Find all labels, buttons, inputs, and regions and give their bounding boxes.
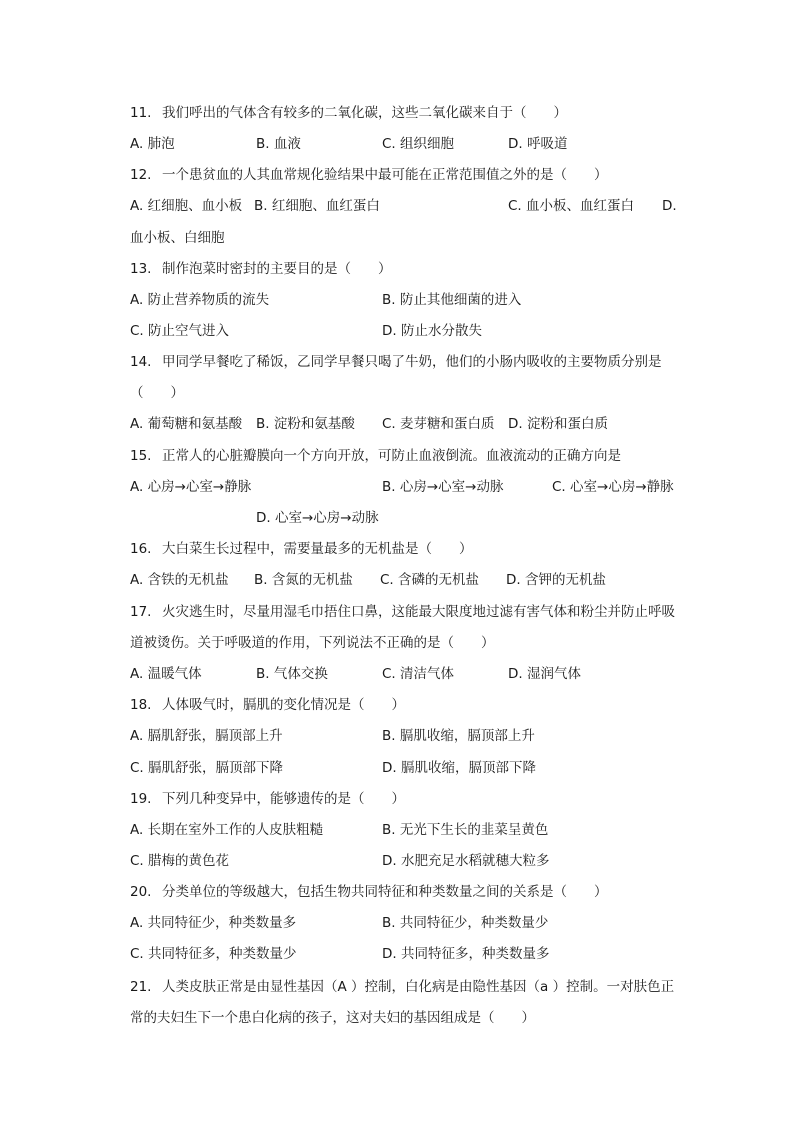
question-number: 21. — [130, 979, 152, 995]
question-18 — [130, 695, 405, 715]
question-number: 12. — [130, 167, 152, 183]
question-text: 甲同学早餐吃了稀饭，乙同学早餐只喝了牛奶，他们的小肠内吸收的主要物质分别是 — [162, 354, 662, 370]
question-19 — [130, 789, 405, 809]
question-number: 16. — [130, 541, 152, 557]
option-a: A. 肺泡 — [130, 136, 175, 152]
option-b: B. 血液 — [256, 136, 301, 152]
option-b: B. 膈肌收缩，膈顶部上升 — [382, 728, 535, 744]
question-text: 下列几种变异中，能够遗传的是（ ） — [162, 791, 405, 807]
question-text: 人体吸气时，膈肌的变化情况是（ ） — [162, 697, 405, 713]
question-text-wrap: 道被烫伤。关于呼吸道的作用，下列说法不正确的是（ ） — [130, 635, 495, 651]
option-d: D. 水肥充足水稻就穗大粒多 — [382, 853, 550, 869]
option-d: D. — [662, 198, 677, 214]
option-c: C. 心室→心房→静脉 — [552, 479, 674, 495]
option-b: B. 气体交换 — [256, 666, 328, 682]
option-a: A. 长期在室外工作的人皮肤粗糙 — [130, 822, 324, 838]
option-b: B. 红细胞、血红蛋白 — [254, 198, 380, 214]
option-d: D. 淀粉和蛋白质 — [508, 416, 608, 432]
question-20 — [130, 882, 608, 902]
option-c: C. 防止空气进入 — [130, 323, 230, 339]
option-c: C. 组织细胞 — [382, 136, 455, 152]
question-text: 人类皮肤正常是由显性基因（A ）控制，白化病是由隐性基因（a ）控制。一对肤色正 — [162, 979, 675, 995]
option-c: C. 麦芽糖和蛋白质 — [382, 416, 495, 432]
question-number: 13. — [130, 261, 152, 277]
option-a: A. 心房→心室→静脉 — [130, 479, 252, 495]
question-number: 20. — [130, 884, 152, 900]
question-text: 制作泡菜时密封的主要目的是（ ） — [162, 261, 392, 277]
question-16 — [130, 539, 473, 559]
question-text: 火灾逃生时，尽量用湿毛巾捂住口鼻，这能最大限度地过滤有害气体和粉尘并防止呼吸 — [162, 604, 675, 620]
question-21 — [130, 977, 674, 997]
option-d: D. 共同特征多，种类数量多 — [382, 946, 550, 962]
question-number: 18. — [130, 697, 152, 713]
option-b: B. 共同特征少，种类数量少 — [382, 915, 549, 931]
question-number: 15. — [130, 448, 152, 464]
option-c: C. 膈肌舒张，膈顶部下降 — [130, 760, 284, 776]
question-number: 14. — [130, 354, 152, 370]
option-a: A. 膈肌舒张，膈顶部上升 — [130, 728, 283, 744]
question-text-wrap: （ ） — [130, 385, 184, 401]
question-text: 一个患贫血的人其血常规化验结果中最可能在正常范围值之外的是（ ） — [162, 167, 608, 183]
question-text-wrap: 常的夫妇生下一个患白化病的孩子，这对夫妇的基因组成是（ ） — [130, 1010, 535, 1026]
question-number: 17. — [130, 604, 152, 620]
question-text: 分类单位的等级越大，包括生物共同特征和种类数量之间的关系是（ ） — [162, 884, 608, 900]
option-a: A. 温暖气体 — [130, 666, 202, 682]
option-a: A. 防止营养物质的流失 — [130, 292, 270, 308]
option-c: C. 血小板、血红蛋白 — [508, 198, 635, 214]
option-a: A. 含铁的无机盐 — [130, 572, 229, 588]
question-11 — [130, 103, 567, 123]
option-c: C. 共同特征多，种类数量少 — [130, 946, 297, 962]
option-a: A. 葡萄糖和氨基酸 — [130, 416, 243, 432]
option-b: B. 淀粉和氨基酸 — [256, 416, 355, 432]
option-b: B. 无光下生长的韭菜呈黄色 — [382, 822, 549, 838]
question-15 — [130, 446, 621, 466]
option-d: D. 膈肌收缩，膈顶部下降 — [382, 760, 536, 776]
option-b: B. 心房→心室→动脉 — [382, 479, 504, 495]
question-17 — [130, 602, 675, 622]
option-d: D. 防止水分散失 — [382, 323, 482, 339]
question-14 — [130, 352, 662, 372]
question-text: 正常人的心脏瓣膜向一个方向开放，可防止血液倒流。血液流动的正确方向是 — [162, 448, 621, 464]
option-a: A. 共同特征少，种类数量多 — [130, 915, 297, 931]
option-c: C. 清洁气体 — [382, 666, 455, 682]
option-c: C. 含磷的无机盐 — [380, 572, 480, 588]
option-d: D. 湿润气体 — [508, 666, 581, 682]
option-d: D. 呼吸道 — [508, 136, 568, 152]
option-b: B. 含氮的无机盐 — [254, 572, 353, 588]
option-d: D. 含钾的无机盐 — [506, 572, 606, 588]
option-d-wrap: 血小板、白细胞 — [130, 230, 225, 246]
option-a: A. 红细胞、血小板 — [130, 198, 243, 214]
question-13 — [130, 259, 392, 279]
question-text: 我们呼出的气体含有较多的二氧化碳，这些二氧化碳来自于（ ） — [162, 105, 567, 121]
question-12 — [130, 165, 608, 185]
option-b: B. 防止其他细菌的进入 — [382, 292, 522, 308]
question-number: 19. — [130, 791, 152, 807]
question-text: 大白菜生长过程中，需要量最多的无机盐是（ ） — [162, 541, 473, 557]
option-c: C. 腊梅的黄色花 — [130, 853, 230, 869]
option-d: D. 心室→心房→动脉 — [256, 510, 379, 526]
question-number: 11. — [130, 105, 152, 121]
